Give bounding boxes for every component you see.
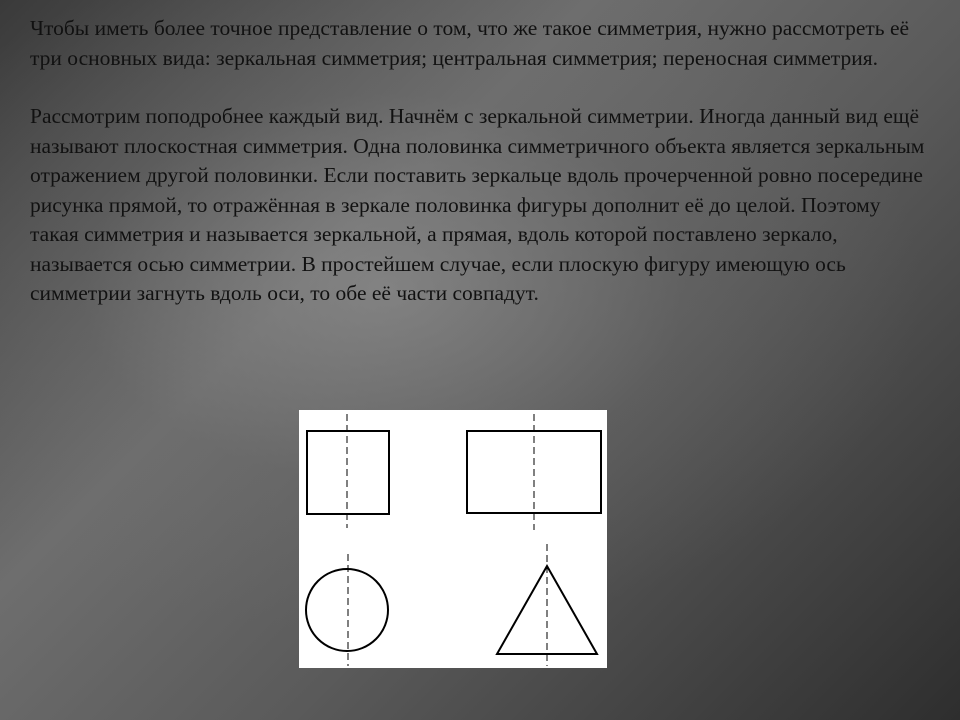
intro-paragraph: Чтобы иметь более точное представление о том, что же такое симметрия, нужно рассмотреть её три основных вида: зеркальная симметрия; центральная симметрия; переносная симметрия. [30, 16, 910, 70]
symmetry-figure [299, 410, 607, 668]
square-shape [307, 431, 389, 514]
slide-text-block [30, 14, 930, 309]
symmetry-illustration [299, 410, 607, 668]
mirror-symmetry-paragraph: Рассмотрим поподробнее каждый вид. Начнём с зеркальной симметрии. Иногда данный вид ещё называют плоскостная симметрия. Одна половинка симметричного объекта является зеркальным отражением другой половинки. Если поставить зеркальце вдоль прочерченной ровно посередине рисунка прямой, то отражённая в зеркале половинка фигуры дополнит её до целой. Поэтому такая симметрия и называется зеркальной, а прямая, вдоль которой поставлено зеркало, называется осью симметрии. В простейшем случае, если плоскую фигуру имеющую ось симметрии загнуть вдоль оси, то обе её части совпадут. [30, 104, 925, 305]
circle-shape [306, 569, 388, 651]
